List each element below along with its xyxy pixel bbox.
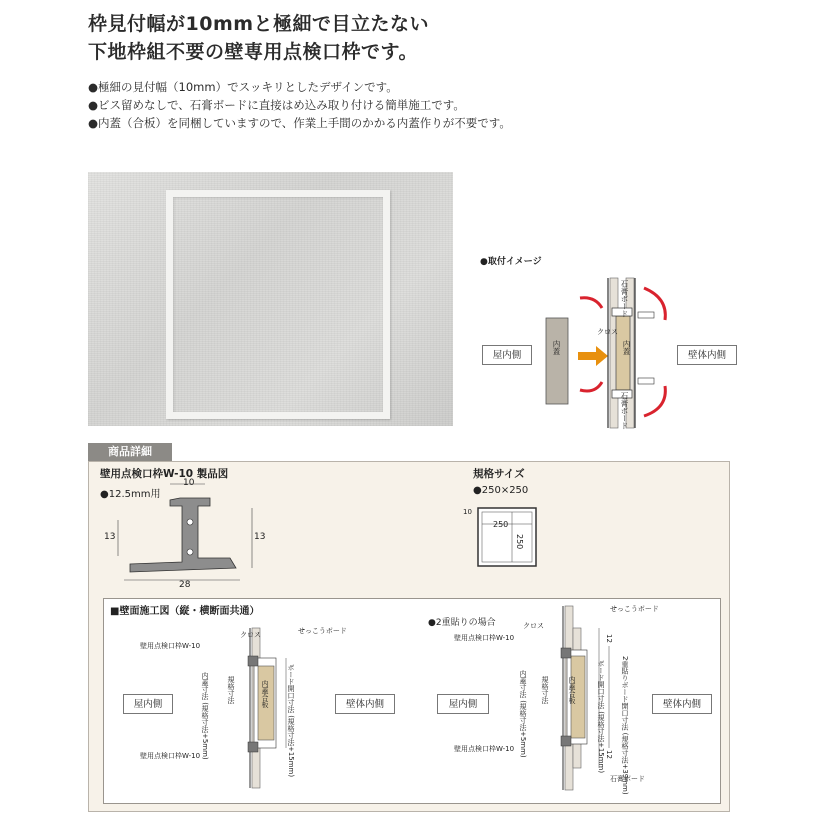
double-gypsum: せっこうボード	[610, 605, 659, 613]
construction-room-label: 屋内側	[123, 694, 173, 714]
install-gypsum-top: 石膏ボード	[620, 280, 629, 318]
install-lid-loose-label: 内蓋	[552, 340, 561, 355]
construction-gypsum: せっこうボード	[298, 627, 347, 635]
double-wall-label: 壁体内側	[652, 694, 712, 714]
size-drawing	[478, 508, 548, 570]
red-arrow-icon	[644, 386, 665, 416]
details-section-header: 商品詳細	[88, 443, 172, 461]
double-room-label: 屋内側	[437, 694, 489, 714]
size-edge: 10	[463, 508, 472, 516]
double-dim-board2: 2重貼りボード開口寸法 (規格寸法+39mm)	[621, 656, 629, 795]
feature-bullet: ●ビス留めなしで、石膏ボードに直接はめ込み取り付ける簡単施工です。	[88, 98, 465, 112]
construction-frame-bottom: 壁用点検口枠W-10	[140, 752, 201, 760]
red-arrow-icon	[580, 382, 602, 391]
double-frame-bottom: 壁用点検口枠W-10	[454, 745, 515, 753]
size-w: 250	[493, 520, 509, 529]
double-cloth: クロス	[523, 622, 544, 630]
double-dim-12-bottom: 12	[605, 750, 613, 759]
dim-top: 10	[183, 478, 195, 488]
construction-dim-board: ボード開口寸法 (規格寸法+15mm)	[287, 664, 295, 778]
install-lid-placed-label: 内蓋	[622, 340, 631, 355]
install-room-label: 屋内側	[482, 345, 532, 365]
double-inner-lid: 内蓋合板	[568, 676, 576, 704]
construction-inner-lid: 内蓋合板	[261, 680, 269, 708]
construction-dim-inner: 内蓋寸法 (規格寸法+5mm)	[201, 672, 209, 760]
red-arrow-icon	[580, 298, 602, 308]
double-dim-inner: 内蓋寸法 (規格寸法+5mm)	[519, 670, 527, 758]
install-image-title: ●取付イメージ	[480, 257, 542, 267]
double-title: ●2重貼りの場合	[428, 618, 496, 628]
headline-line-2: 下地枠組不要の壁専用点検口枠です。	[88, 41, 418, 63]
construction-wall-label: 壁体内側	[335, 694, 395, 714]
construction-frame-top: 壁用点検口枠W-10	[140, 642, 201, 650]
double-dim-board1: ボード開口寸法 (規格寸法+15mm)	[597, 660, 605, 774]
profile-drawing	[110, 478, 260, 588]
double-dim-size: 規格寸法	[541, 676, 549, 704]
size-title: 規格サイズ	[473, 468, 525, 480]
construction-cloth: クロス	[240, 631, 261, 639]
dim-left: 13	[104, 532, 116, 542]
dim-bottom: 28	[179, 580, 191, 590]
construction-dim-size: 規格寸法	[227, 676, 235, 704]
headline-line-1: 枠見付幅が10mmと極細で目立たない	[88, 13, 430, 35]
dim-right: 13	[254, 532, 266, 542]
size-h: 250	[515, 534, 524, 550]
install-wall-label: 壁体内側	[677, 345, 737, 365]
double-dim-12-top: 12	[605, 634, 613, 643]
double-frame-top: 壁用点検口枠W-10	[454, 634, 515, 642]
board-note: ●12.5mm用	[100, 489, 161, 500]
feature-bullet: ●内蓋（合板）を同梱していますので、作業上手間のかかる内蓋作りが不要です。	[88, 116, 511, 130]
feature-bullets	[88, 78, 511, 132]
install-gypsum-bottom: 石膏ボード	[620, 392, 629, 430]
inspection-frame-photo	[166, 190, 390, 419]
construction-title: ■壁面施工図（縦・横断面共通）	[110, 606, 260, 617]
install-diagram	[540, 268, 680, 438]
headline	[88, 10, 429, 66]
profile-shape	[130, 498, 236, 572]
install-cloth-label: クロス	[597, 328, 618, 336]
double-gypsum-bottom: 石膏ボード	[610, 775, 645, 783]
feature-bullet: ●極細の見付幅（10mm）でスッキリとしたデザインです。	[88, 80, 398, 94]
loose-lid-shape	[546, 318, 568, 404]
push-arrow-icon	[578, 346, 608, 366]
size-value: ●250×250	[473, 485, 529, 496]
product-photo	[88, 172, 453, 426]
product-drawing-title: 壁用点検口枠W-10 製品図	[100, 468, 229, 480]
